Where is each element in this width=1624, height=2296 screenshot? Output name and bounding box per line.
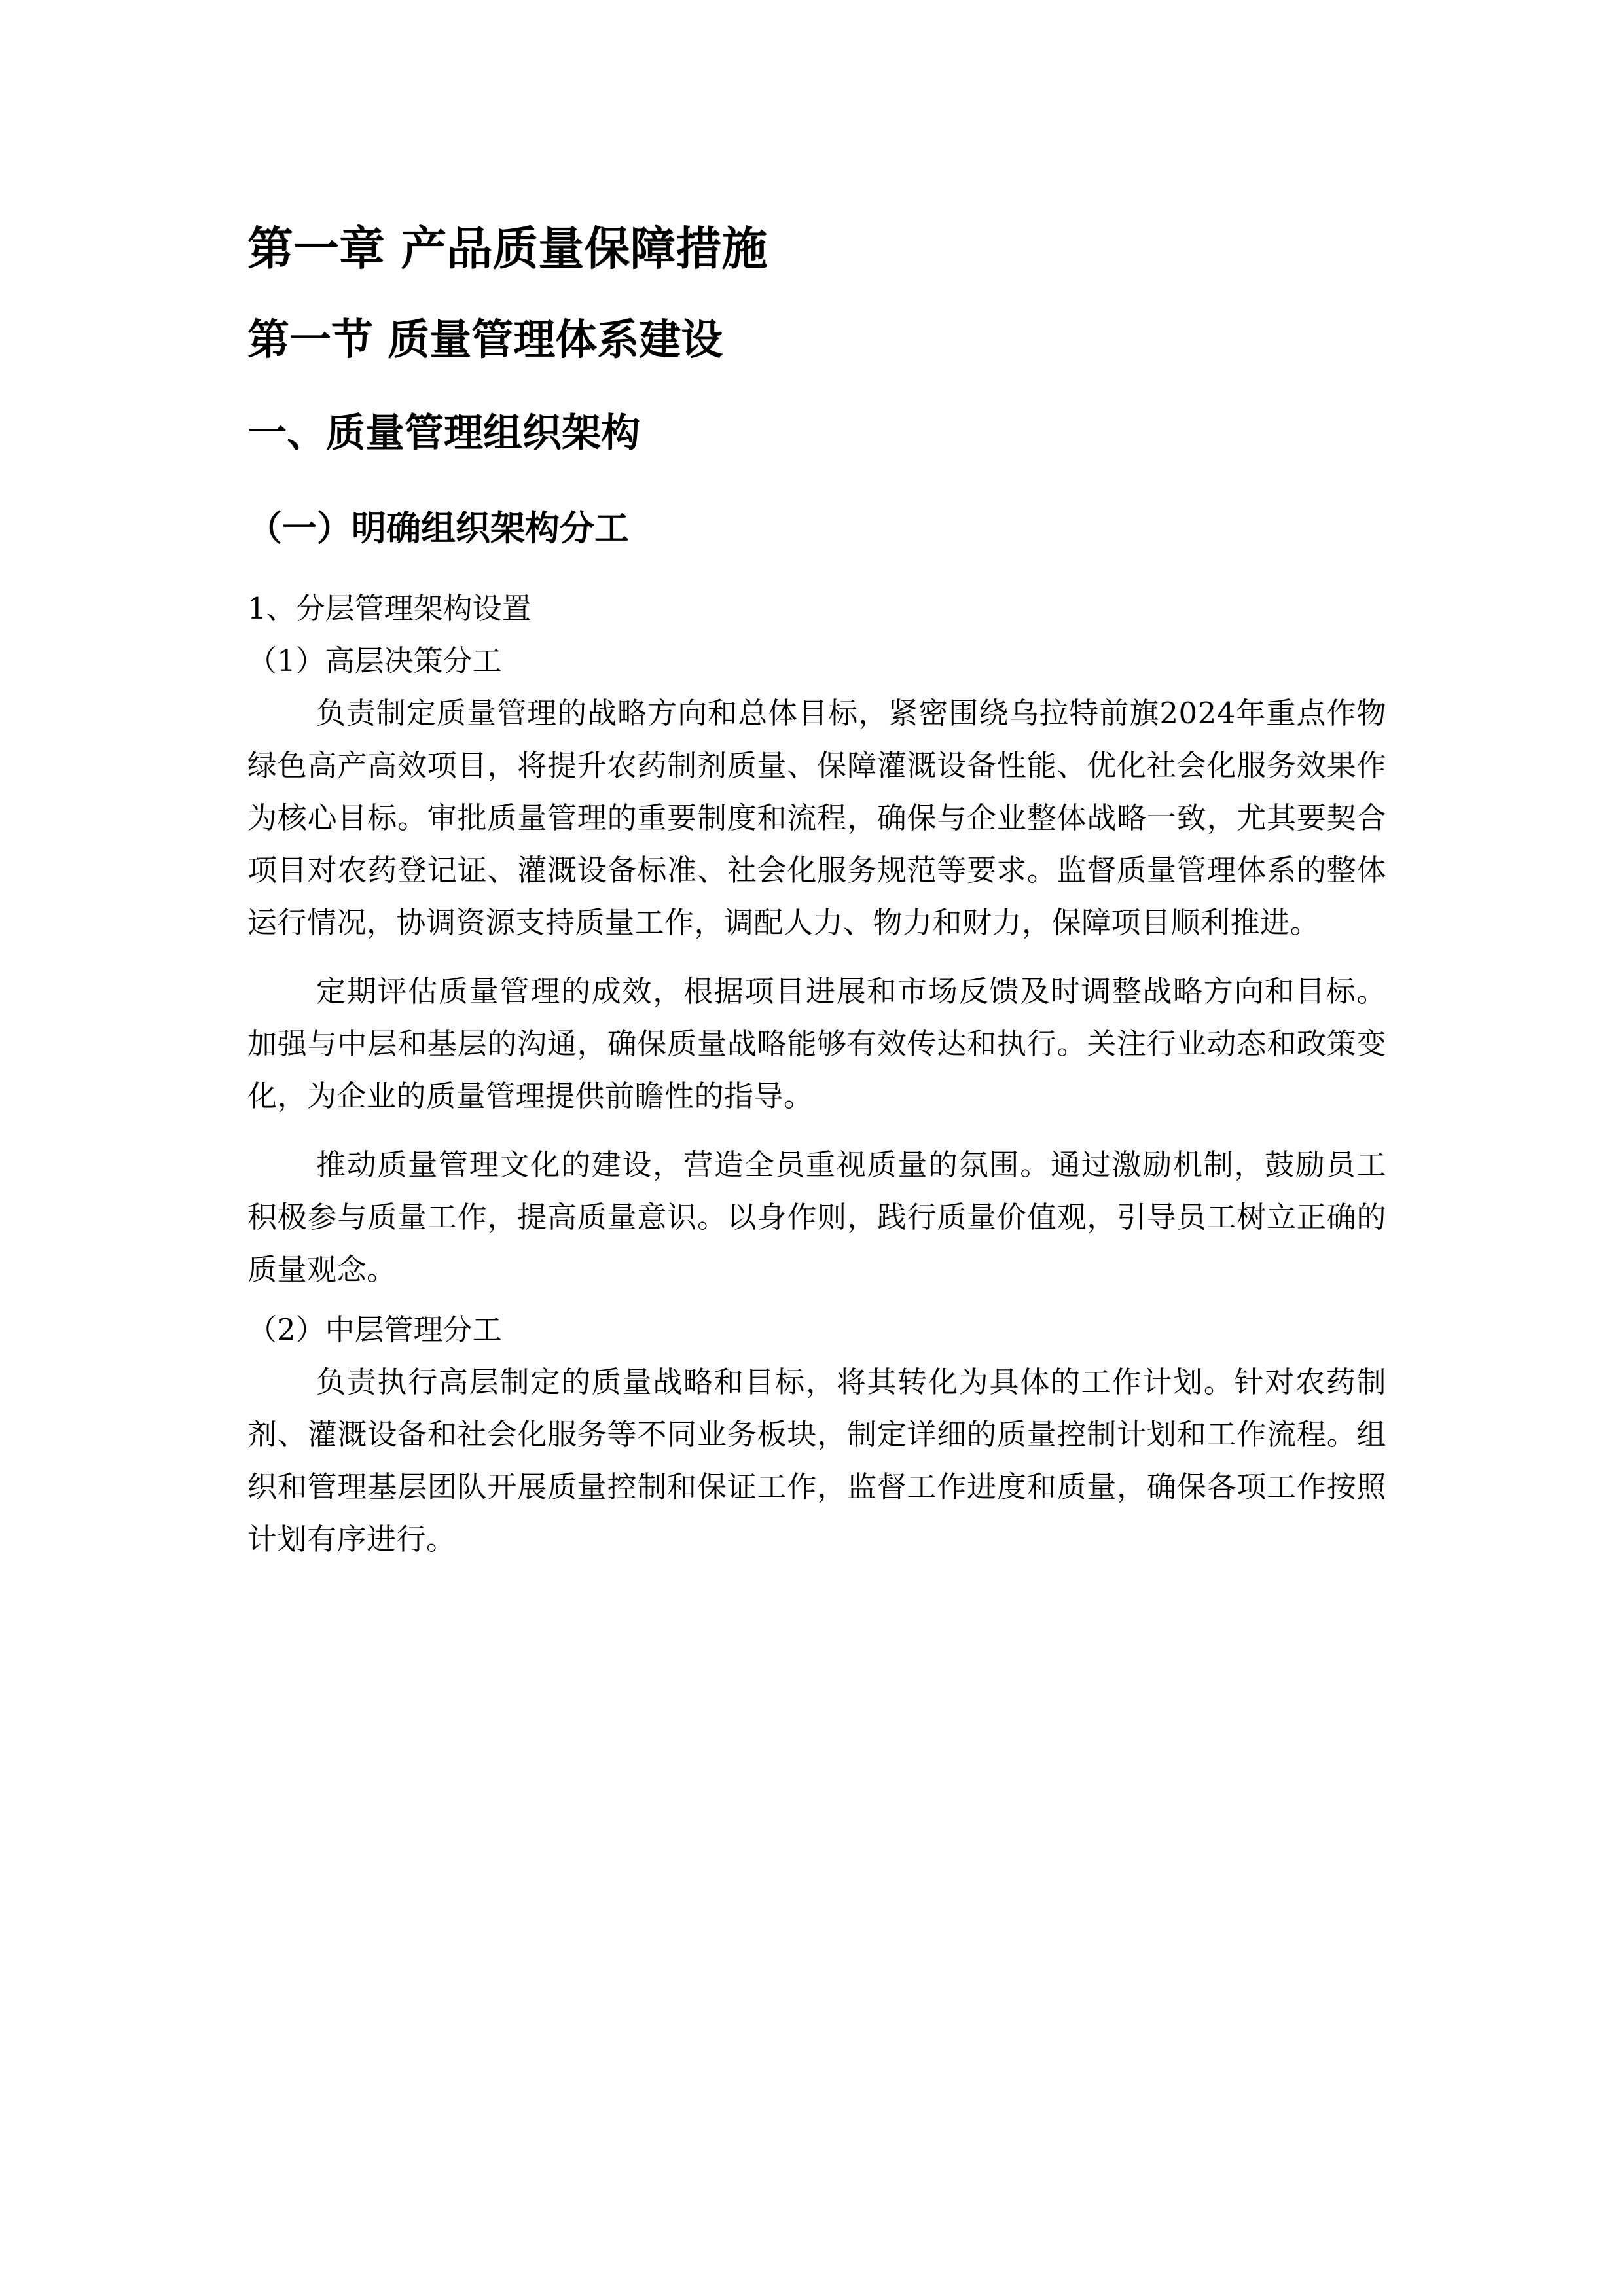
item-title: 1、分层管理架构设置	[247, 591, 532, 626]
subsection-title: 一、质量管理组织架构	[247, 410, 640, 456]
section-title: 第一节 质量管理体系建设	[247, 316, 723, 365]
paragraph: 负责执行高层制定的质量战略和目标，将其转化为具体的工作计划。针对农药制剂、灌溉设备和社会化服务等不同业务板块，制定详细的质量控制计划和工作流程。组织和管理基层团队开展质量控制和保证工作，监督工作进度和质量，确保各项工作按照计划有序进行。	[247, 1365, 1386, 1556]
body-text	[247, 583, 1386, 1582]
chapter-title: 第一章 产品质量保障措施	[247, 222, 768, 276]
part2-label: （2）中层管理分工	[247, 1312, 502, 1347]
paragraph: 负责制定质量管理的战略方向和总体目标，紧密围绕乌拉特前旗2024年重点作物绿色高产高效项目，将提升农药制剂质量、保障灌溉设备性能、优化社会化服务效果作为核心目标。审批质量管理的重要制度和流程，确保与企业整体战略一致，尤其要契合项目对农药登记证、灌溉设备标准、社会化服务规范等要求。监督质量管理体系的整体运行情况，协调资源支持质量工作，调配人力、物力和财力，保障项目顺利推进。	[247, 696, 1386, 940]
part1-label: （1）高层决策分工	[247, 643, 502, 678]
paragraph: 推动质量管理文化的建设，营造全员重视质量的氛围。通过激励机制，鼓励员工积极参与质量工作，提高质量意识。以身作则，践行质量价值观，引导员工树立正确的质量观念。	[247, 1147, 1386, 1287]
paragraph: 定期评估质量管理的成效，根据项目进展和市场反馈及时调整战略方向和目标。加强与中层和基层的沟通，确保质量战略能够有效传达和执行。关注行业动态和政策变化，为企业的质量管理提供前瞻性的指导。	[247, 974, 1386, 1113]
subsubsection-title: （一）明确组织架构分工	[247, 508, 629, 548]
